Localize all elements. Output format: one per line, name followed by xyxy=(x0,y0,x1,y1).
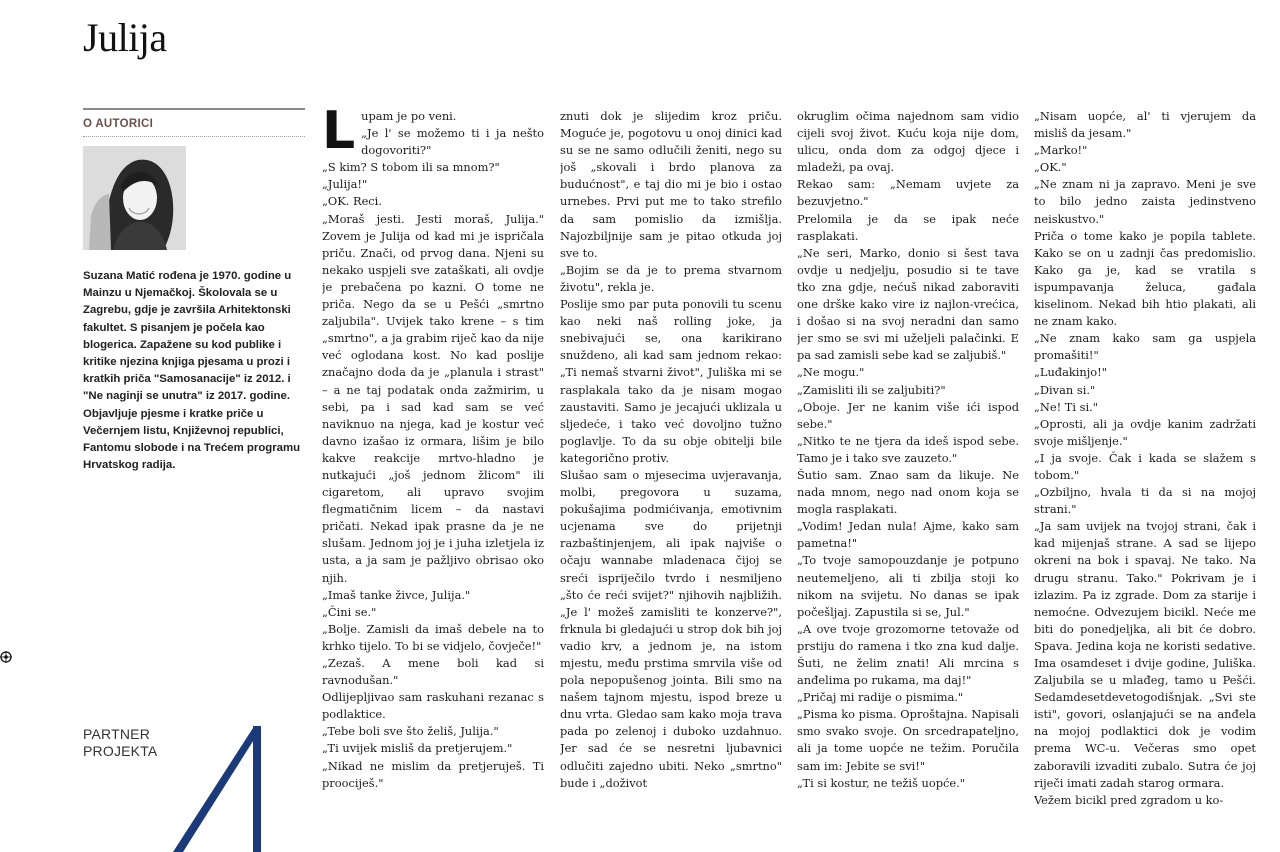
article-paragraph: „OK." xyxy=(1034,160,1067,175)
article-paragraph: Odlijepljivao sam raskuhani rezanac s podlaktice. xyxy=(322,690,544,722)
sidebar-rule xyxy=(83,108,305,110)
article-paragraph: „Nikad ne mislim da pretjeruješ. Ti proociješ." xyxy=(322,758,544,790)
article-paragraph: Poslije smo par puta ponovili tu scenu kao neki naš rolling joke, ja snebivajući se, ona karikirano snuždeno, ali kad sam jednom rekao: „Ti nemaš stvarni život", Juliška mi se rasplakala tako da je nisam mogao zaustaviti. Samo je jecajući uklizala u sljedeće, i tako već dovoljno tužno poglavlje. To da su obje obitelji bile kategorično protiv. xyxy=(560,297,782,465)
article-paragraph: Šutio sam. Znao sam da likuje. Ne nada mnom, nego nad onom koja se mogla rasplakati. xyxy=(797,467,1019,517)
article-paragraph: „Zamisliti ili se zaljubiti?" xyxy=(797,382,946,397)
article-paragraph: „Divan si." xyxy=(1034,382,1096,397)
author-photo xyxy=(83,146,186,250)
article-paragraph: „Ozbiljno, hvala ti da si na mojoj strani." xyxy=(1034,485,1256,517)
article-column-3 xyxy=(797,108,1019,852)
article-column-2 xyxy=(560,108,782,852)
article-paragraph: „Tebe boli sve što želiš, Julija." xyxy=(322,724,499,739)
article-paragraph: „Marko!" xyxy=(1034,143,1088,158)
partner-label: PARTNER PROJEKTA xyxy=(83,726,158,759)
article-paragraph: Rekao sam: „Nemam uvjete za bezuvjetno." xyxy=(797,177,1019,209)
article-paragraph: „Imaš tanke živce, Julija." xyxy=(322,587,471,602)
article-paragraph: „Ne mogu." xyxy=(797,365,865,380)
article-column-4 xyxy=(1034,108,1256,852)
article-paragraph: upam je po veni. xyxy=(361,109,457,123)
article-paragraph: „Ne znam kako sam ga uspjela promašiti!" xyxy=(1034,331,1256,363)
article-paragraph: „Ne! Ti si." xyxy=(1034,399,1099,414)
article-paragraph: „Ti uvijek misliš da pretjerujem." xyxy=(322,741,513,756)
article-paragraph: „Ja sam uvijek na tvojoj strani, čak i kad mijenjaš strane. A sad se lijepo okreni na bok i spavaj. Ne tako. Na drugu stranu. Tako." Pokrivam je i izlazim. Pa iz zgrade. Dom za starije i nemoćne. Odvezujem bicikl. Neće me biti do ponedjeljka, ali bit će dobro. Spava. Jedina koja ne koristi sedative. Ima osamdeset i dvije godine, Juliška. Zaljubila se u mlađeg, tamo u Pešći. Sedamdesetdevetogodišnjak. „Svi ste isti", govori, oslanjajući se na anđela na mojoj podlaktici dok je vodim prema WC-u. Večeras smo opet zaboravili izvaditi zubalo. Sutra će joj riječi imati zadah starog ormara. xyxy=(1034,519,1256,790)
article-paragraph: „Moraš jesti. Jesti moraš, Julija." Zovem je Julija od kad mi je ispričala priču. Znači, od prvog dana. Njeni su nekako uspjeli sve zataškati, ali ovdje je prebačena po kazni. O tome ne priča. Nego da se u Pešći „smrtno zaljubila". Uvijek tako krene – s tim „smrtno", a ja grabim riječ kao da nije već oglodana kost. No kad poslije značajno doda da je „planula i strast" – a ne taj podatak onda zažmirim, u sebi, pa i sad kad sam se već naviknuo na njega, kad je kostur već davno izašao iz ormara, lišim je bilo kakve reakcije mrtvo-hladno je nutkajući „još jednom žlicom" ili cigaretom, ali upravo svojim flegmatičnim licem – da nastavi pričati. Nekad ipak prasne da je ne slušam. Jednom joj je i juha izletjela iz usta, a ja sam je pažljivo obrisao oko njih. xyxy=(322,211,544,585)
article-paragraph: Priča o tome kako je popila tablete. Kako se on u zadnji čas predomislio. Kako ga je, kad se vratila s ispumpavanja želuca, gađala kiselinom. Nekad bih htio plakati, ali ne znam kako. xyxy=(1034,228,1256,329)
article-paragraph: „Luđakinjo!" xyxy=(1034,365,1107,380)
article-paragraph: „Čini se." xyxy=(322,604,377,619)
article-paragraph: „S kim? S tobom ili sa mnom?" xyxy=(322,160,500,175)
author-bio: Suzana Matić rođena je 1970. godine u Mainzu u Njemačkoj. Školovala se u Zagrebu, gdje je završila Arhitektonski fakultet. S pisanjem je počela kao blogerica. Zapažene su kod publike i kritike njezina knjiga pjesama u prozi i kratkih priča "Samosanacije" iz 2012. i "Ne naginji se unutra" iz 2017. godine. Objavljuje pjesme i kratke priče u Večernjem listu, Književnoj republici, Fantomu slobode i na Trećem programu Hrvatskog radija. xyxy=(83,270,301,472)
article-paragraph: „Pisma ko pisma. Oproštajna. Napisali smo svako svoje. On srcedrapateljno, ali ja tome uopće ne težim. Poručila sam im: Jebite se svi!" xyxy=(797,707,1019,773)
partner-logo xyxy=(103,726,303,852)
article-paragraph: „Oprosti, ali ja ovdje kanim zadržati svoje mišljenje." xyxy=(1034,416,1256,448)
author-portrait-image xyxy=(83,146,186,250)
sidebar-heading: O AUTORICI xyxy=(83,118,305,137)
article-paragraph: „Bolje. Zamisli da imaš debele na to krhko tijelo. To bi se vidjelo, čovječe!" xyxy=(322,621,544,653)
article-paragraph: „OK. Reci. xyxy=(322,194,382,209)
article-paragraph: „Nitko te ne tjera da ideš ispod sebe. Tamo je i tako sve zauzeto." xyxy=(797,433,1019,465)
partner-block xyxy=(83,726,305,852)
article-paragraph: „I ja svoje. Čak i kada se slažem s tobom." xyxy=(1034,450,1256,482)
article-paragraph: „Vodim! Jedan nula! Ajme, kako sam pametna!" xyxy=(797,519,1019,551)
article-paragraph: „Je l' se možemo ti i ja nešto dogovoriti?" xyxy=(361,126,544,158)
article-paragraph: znuti dok je slijedim kroz priču. Moguće je, pogotovu u onoj dinici kad su se ne samo odlučili ženiti, nego su još „skovali i brdo planova za budućnost", e taj dio mi je bio i ostao urnebes. Prvi put me to tako strefilo da sam pomislio da izmišlja. Najozbiljnije sam je pitao otkuda joj sve to. xyxy=(560,109,782,260)
article-paragraph: Slušao sam o mjesecima uvjeravanja, molbi, pregovora u suzama, pokušajima podmićivanja, emotivnim ucjenama sve do prijetnji razbaštinjenjem, ali ipak najviše o očaju wannabe mladenaca čijoj se sreći ispriječilo tvrdo i nesmiljeno „što će reći svijet?" njihovih najbližih. „Je l' možeš zamisliti te konzerve?", frknula bi gledajući u strop dok bih joj vadio krv, a jednom je, na istom mjestu, među prstima smrvila više od pola nepopušenog jointa. Bili smo na našem tajnom mjestu, ispod breze u dnu vrta. Gledao sam kako moja trava pada po zelenoj i duboko uzdahnuo. Jer sad će se nesretni ljubavnici odlučiti zajedno ubiti. Neko „smrtno" bude i „doživot xyxy=(560,467,782,790)
article-paragraph: „Zezaš. A mene boli kad si ravnodušan." xyxy=(322,656,544,688)
article-paragraph: „Oboje. Jer ne kanim više ići ispod sebe." xyxy=(797,399,1019,431)
article-paragraph: Vežem bicikl pred zgradom u ko- xyxy=(1034,792,1224,807)
article-paragraph: okruglim očima najednom sam vidio cijeli svoj život. Kuću koja nije dom, ulicu, onda dom za odgoj djece i mladeži, pa ovaj. xyxy=(797,109,1019,175)
drop-cap: L xyxy=(322,108,356,161)
article-column-1 xyxy=(322,108,544,852)
article-paragraph: „Ne seri, Marko, donio si šest tava ovdje u nedjelju, posudio si te tave tko zna gdje, nećuš nikad zaboraviti one drške kako vire iz najlon-vrećica, i došao si na svoj neradni dan samo jer smo se svi mi uželjeli palačinki. E pa sad zamisli sebe kad se zaljubiš." xyxy=(797,245,1019,363)
page-title: Julija xyxy=(83,15,167,60)
author-sidebar xyxy=(83,108,305,474)
article-paragraph: „Nisam uopće, al' ti vjerujem da misliš da jesam." xyxy=(1034,109,1256,141)
article-paragraph: „Ti si kostur, ne težiš uopće." xyxy=(797,775,966,790)
article-paragraph: Prelomila je da se ipak neće rasplakati. xyxy=(797,211,1019,243)
article-paragraph: „Julija!" xyxy=(322,177,368,192)
article-paragraph: „Pričaj mi radije o pismima." xyxy=(797,690,964,705)
article-paragraph: „Bojim se da je to prema stvarnom životu", rekla je. xyxy=(560,262,782,294)
article-paragraph: „A ove tvoje grozomorne tetovaže od prstiju do ramena i tko zna kud dalje. Šuti, ne želim znati! Ali mrcina s anđelima po rukama, ma daj!" xyxy=(797,621,1019,688)
registration-mark-icon xyxy=(0,651,12,663)
article-paragraph: „To tvoje samopouzdanje je potpuno neutemeljeno, ali ti zbilja stoji ko nikom na svijetu. No danas se ipak počešljaj. Zapustila si se, Jul." xyxy=(797,553,1019,619)
article-paragraph: „Ne znam ni ja zapravo. Meni je sve to bilo jedno zaista jedinstveno neiskustvo." xyxy=(1034,177,1256,226)
